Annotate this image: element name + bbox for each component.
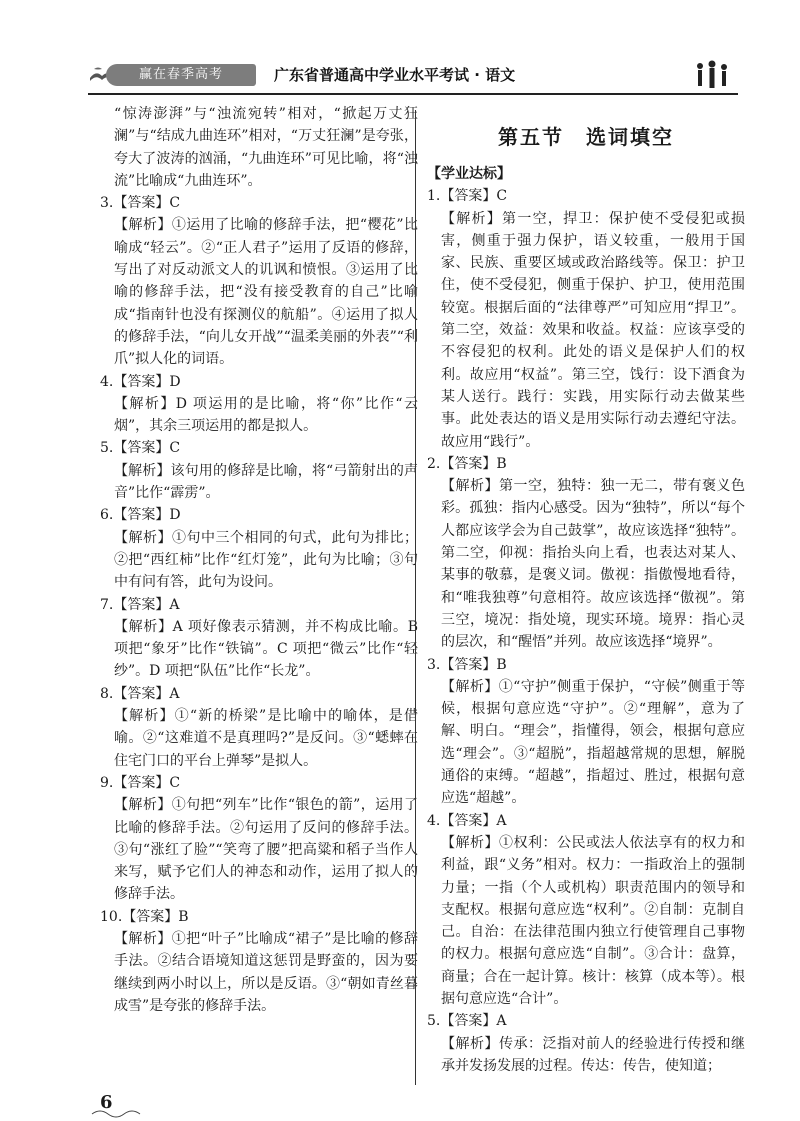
- answer-analysis: 【解析】①句把“列车”比作“银色的箭”，运用了比喻的修辞手法。②句运用了反问的修辞手法。③句“涨红了脸”“笑弯了腰”把高粱和稻子当作人来写，赋予它们人的神态和动作，运用了拟人的修辞手法。: [114, 797, 418, 903]
- answer-analysis: 【解析】①运用了比喻的修辞手法，把“樱花”比喻成“轻云”。②“正人君子”运用了反语的修辞，写出了对反动派文人的讥讽和愤恨。③运用了比喻的修辞手法，把“没有接受教育的自己”比喻成“指南针也没有探测仪的航船”。④运用了拟人的修辞手法，“向儿女开战”“温柔美丽的外表”“利爪”拟人化的词语。: [114, 217, 418, 368]
- answer-item: [100, 772, 418, 906]
- header-badge: 赢在春季高考: [106, 64, 256, 86]
- answer-item: [427, 185, 745, 453]
- answer-item: [100, 371, 418, 438]
- answer-analysis: 【解析】A 项好像表示猜测，并不构成比喻。B 项把“象牙”比作“铁镐”。C 项把“微云”比作“轻纱”。D 项把“队伍”比作“长龙”。: [114, 618, 418, 680]
- header-title: 广东省普通高中学业水平考试 · 语文: [274, 66, 516, 84]
- page-ornament-icon: [90, 1108, 150, 1120]
- answer-item: [427, 453, 745, 654]
- answer-analysis: 【解析】第一空，独特：独一无二，带有褒义色彩。孤独：指内心感受。因为“独特”，所以“每个人都应该学会为自己鼓掌”，故应该选择“独特”。第二空，仰视：指抬头向上看，也表达对某人、某事的敬慕，是褒义词。傲视：指傲慢地看待，和“唯我独尊”句意相符。故应该选择“傲视”。第三空，境况：指处境，现实环境。境界：指心灵的层次，和“醒悟”并列。故应该选择“境界”。: [441, 478, 745, 651]
- answer-head: 3.【答案】C: [100, 195, 181, 212]
- people-silhouette-icon: [692, 58, 732, 92]
- answer-item: [100, 594, 418, 683]
- subsection-title: 【学业达标】: [427, 166, 511, 182]
- answer-item: [427, 810, 745, 1011]
- header-rule: [88, 93, 738, 95]
- answer-item: [100, 906, 418, 1017]
- page-header: [88, 58, 738, 92]
- answer-item: [427, 1010, 745, 1077]
- answer-head: 3.【答案】B: [427, 656, 507, 673]
- answer-head: 5.【答案】C: [100, 440, 181, 457]
- answer-analysis: 【解析】传承：泛指对前人的经验进行传授和继承并发扬发展的过程。传达：传告，使知道；: [441, 1035, 745, 1074]
- answer-head: 4.【答案】D: [100, 373, 181, 390]
- left-column: [100, 103, 418, 1017]
- intro-paragraph: “惊涛澎湃”与“浊流宛转”相对，“掀起万丈狂澜”与“结成九曲连环”相对，“万丈狂澜”是夸张，夸大了波涛的汹涌，“九曲连环”可见比喻，将“浊流”比喻成“九曲连环”。: [114, 106, 418, 189]
- answer-head: 1.【答案】C: [427, 188, 508, 205]
- answer-head: 9.【答案】C: [100, 774, 181, 791]
- answer-analysis: 【解析】①“守护”侧重于保护，“守候”侧重于等候，根据句意应选“守护”。②“理解”，意为了解、明白。“理会”，指懂得，领会，根据句意应选“理会”。③“超脱”，指超越常规的思想，解脱通俗的束缚。“超越”，指超过、胜过，根据句意应选“超越”。: [441, 678, 745, 807]
- answer-analysis: 【解析】①权利：公民或法人依法享有的权力和利益，跟“义务”相对。权力：一指政治上的强制力量；一指（个人或机构）职责范围内的领导和支配权。根据句意应选“权利”。②自制：克制自己。自治：在法律范围内独立行使管理自己事物的权力。根据句意应选“自制”。③合计：盘算，商量；合在一起计算。核计：核算（成本等）。根据句意应选“合计”。: [441, 834, 745, 1007]
- answer-head: 4.【答案】A: [427, 812, 507, 829]
- answer-head: 10.【答案】B: [100, 908, 189, 925]
- answer-item: [100, 504, 418, 593]
- answer-head: 2.【答案】B: [427, 455, 507, 472]
- answer-analysis: 【解析】①“新的桥梁”是比喻中的喻体，是借喻。②“这难道不是真理吗?”是反问。③“蟋蟀在住宅门口的平台上弹琴”是拟人。: [114, 708, 418, 769]
- answer-analysis: 【解析】①句中三个相同的句式，此句为排比；②把“西红柿”比作“红灯笼”，此句为比喻；③句中有问有答，此句为设问。: [114, 529, 418, 591]
- answer-analysis: 【解析】该句用的修辞是比喻，将“弓箭射出的声音”比作“霹雳”。: [114, 462, 418, 502]
- section-number: 第五节: [498, 125, 564, 149]
- answer-analysis: 【解析】第一空，捍卫：保护使不受侵犯或损害，侧重于强力保护，语义较重，一般用于国家、民族、重要区域或政治路线等。保卫：护卫住，使不受侵犯，侧重于保护、护卫，使用范围较宽。根据后面的“法律尊严”可知应用“捍卫”。第二空，效益：效果和收益。权益：应该享受的不容侵犯的权利。此处的语义是保护人们的权利。故应用“权益”。第三空，饯行：设下酒食为某人送行。践行：实践，用实际行动去做某些事。此处表达的语义是用实际行动去遵纪守法。故应用“践行”。: [441, 210, 745, 450]
- page-number: 6: [100, 1092, 113, 1113]
- column-divider: [415, 110, 416, 1085]
- section-title: [427, 123, 745, 151]
- answer-head: 6.【答案】D: [100, 507, 181, 524]
- answer-item: [100, 683, 418, 772]
- answer-item: [100, 192, 418, 370]
- answer-analysis: 【解析】①把“叶子”比喻成“裙子”是比喻的修辞手法。②结合语境知道这惩罚是野蛮的，因为要继续到两小时以上，所以是反语。③“朝如青丝暮成雪”是夸张的修辞手法。: [114, 930, 418, 1014]
- answer-analysis: 【解析】D 项运用的是比喻，将“你”比作“云烟”，其余三项运用的都是拟人。: [114, 395, 418, 435]
- answer-item: [427, 654, 745, 810]
- answer-item: [100, 437, 418, 504]
- answer-head: 7.【答案】A: [100, 596, 180, 613]
- answer-head: 5.【答案】A: [427, 1013, 507, 1030]
- answer-head: 8.【答案】A: [100, 685, 180, 702]
- right-column: [427, 103, 745, 1077]
- section-name: 选词填空: [586, 125, 674, 149]
